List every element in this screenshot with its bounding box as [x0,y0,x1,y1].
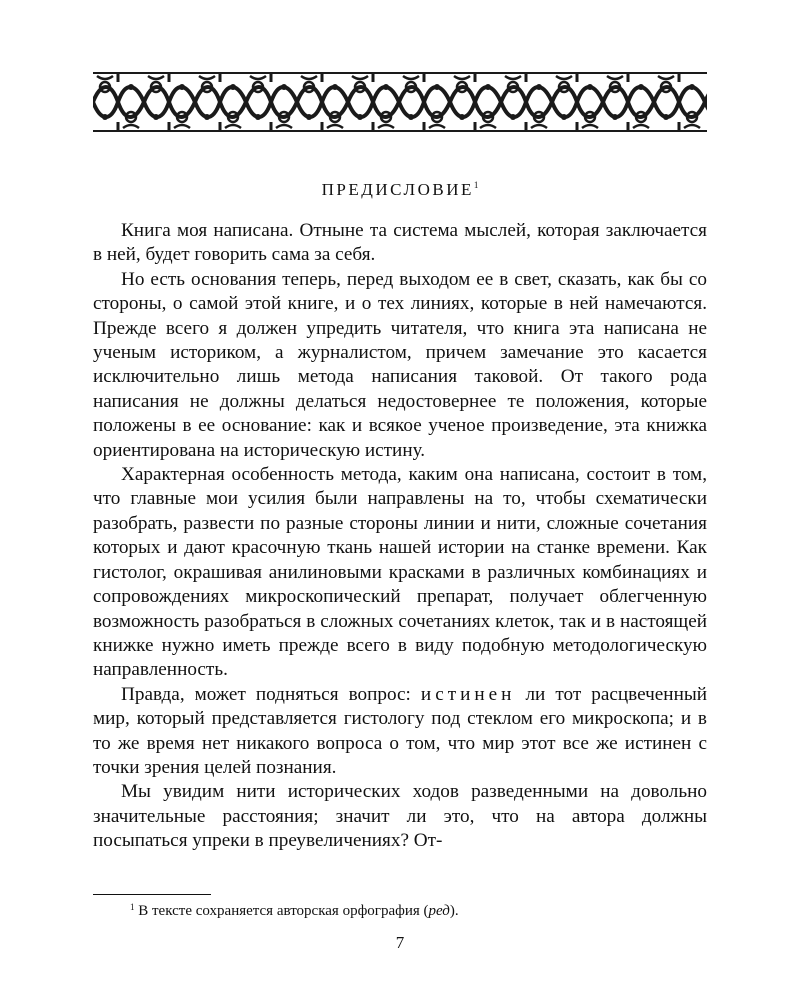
paragraph-3: Характерная особенность метода, каким она написана, состоит в том, что главные мои усилия были направлены на то, чтобы схематически разобрать, развести по разные стороны линии и нити, сложные сочетания которых и дают красочную ткань нашей истории на станке времени. Как гистолог, окрашивая анилиновыми красками в различных комбинациях и сопровождениях микроскопический препарат, получает облегченную возможность разобраться в сложных сочетаниях клеток, так и в настоящей книжке нужно иметь прежде всего в виду подобную методологическую направленность. [93,464,707,681]
paragraph-5: Мы увидим нити исторических ходов разведенными на довольно значительные расстояния; значит ли это, что на автора должны посыпаться упреки в преувеличениях? От- [93,781,707,852]
paragraph-2: Но есть основания теперь, перед выходом ее в свет, сказать, как бы со стороны, о самой этой книге, и о тех линиях, которые в ней намечаются. Прежде всего я должен упредить читателя, что книга эта написана не ученым историком, а журналистом, причем замечание это касается исключительно лишь метода написания таковой. От такого рода написания не должны делаться недостовернее те положения, которые положены в ее основание: как и всякое ученое произведение, эта книжка ориентирована на историческую истину. [93,268,707,461]
chapter-heading [0,180,800,200]
footnote-abbr: ред [428,903,450,919]
paragraph-4-start: Правда, может подняться вопрос: [121,683,411,705]
chapter-title: ПРЕДИСЛОВИЕ [321,180,474,199]
spaced-emphasis: истинен [420,683,516,705]
paragraph-1: Книга моя написана. Отныне та система мыслей, которая заключается в ней, будет говорить сама за себя. [93,220,707,266]
footnote-rule [93,894,211,895]
paragraph-4-end: ли тот расцвеченный мир, который представляется гистологу под стеклом его микроскопа; и в то же время нет никакого вопроса о том, что мир этот все же истинен с точки зрения целей познания. [93,683,708,778]
footnote-text: В тексте сохраняется авторская орфография ( [138,903,429,919]
ornamental-border [93,72,707,132]
footnote-marker: 1 [130,902,135,912]
body-text [93,219,707,854]
footnote [130,902,459,920]
footnote-close: ). [449,903,459,919]
paragraph-4 [93,683,707,781]
page-number: 7 [395,933,405,952]
heading-footnote-marker: 1 [473,180,479,190]
